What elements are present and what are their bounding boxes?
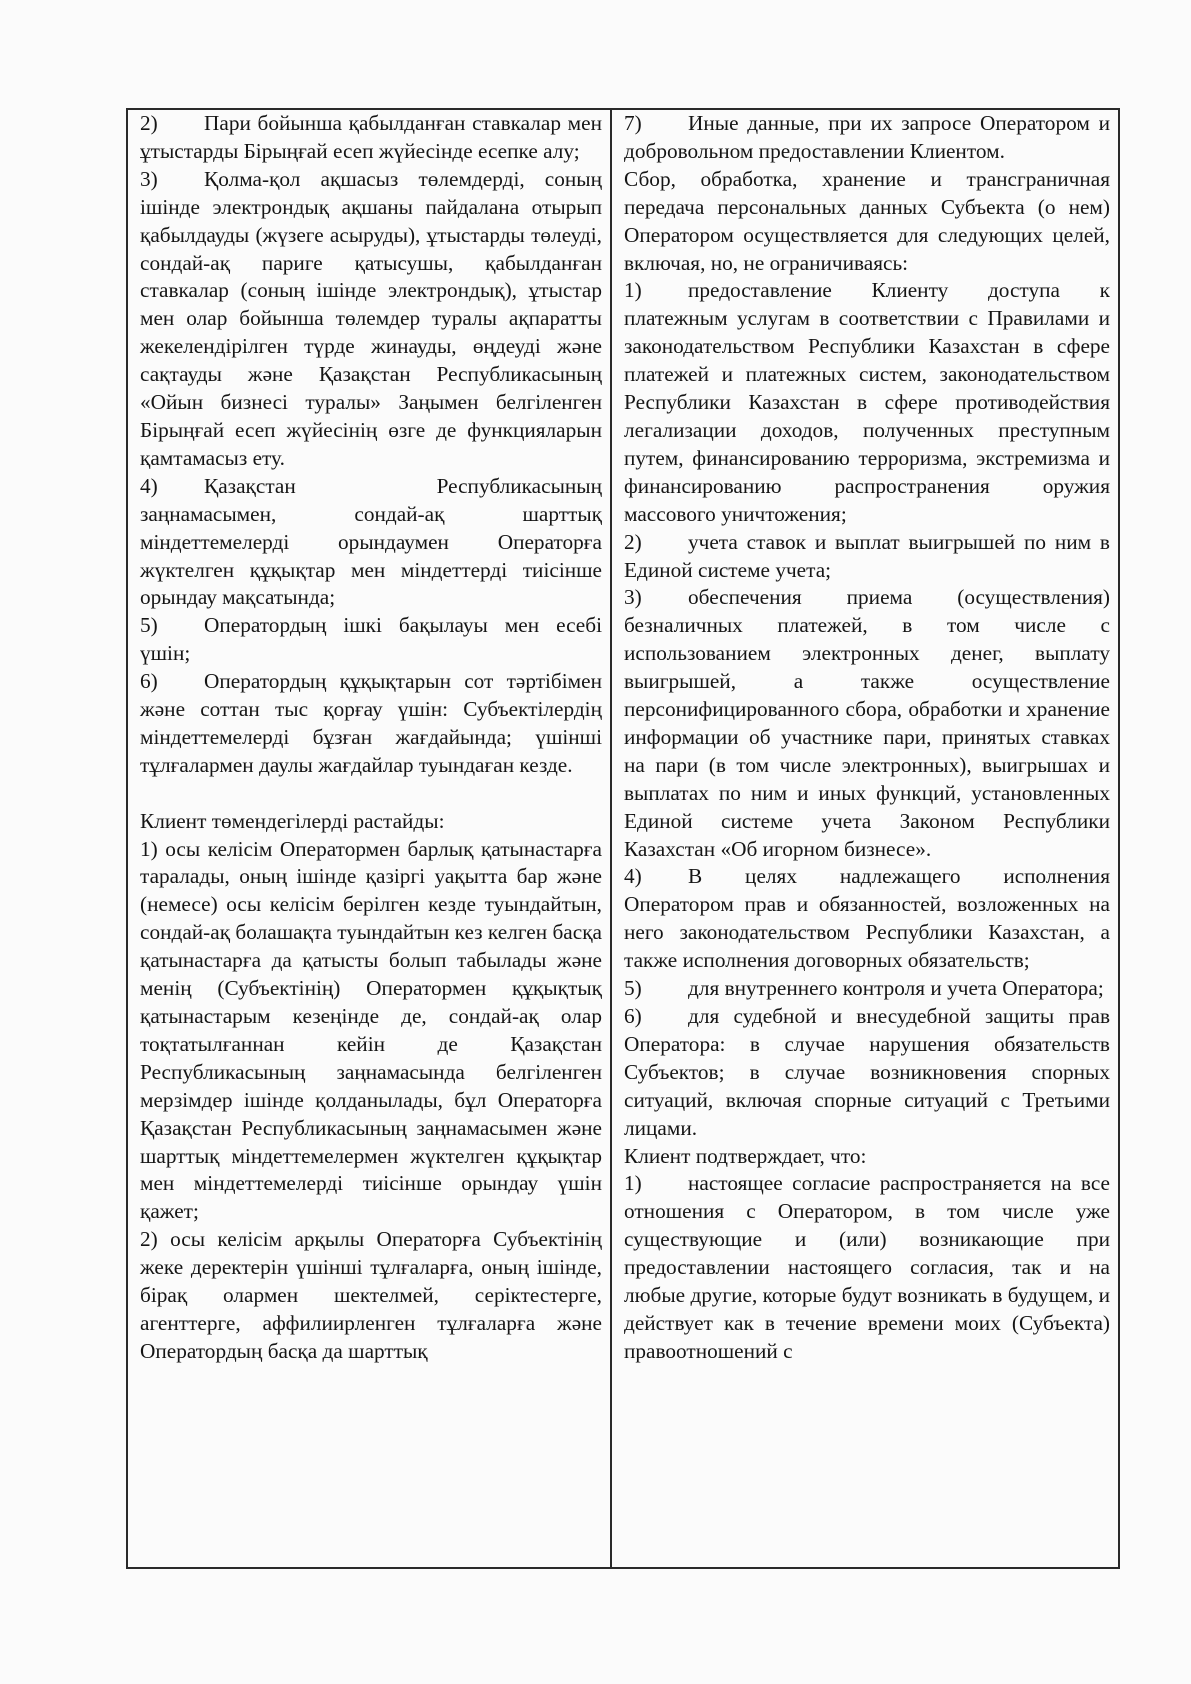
left-item-4 <box>140 473 602 613</box>
item-number: 4) <box>140 473 158 498</box>
two-column-table <box>126 108 1120 1569</box>
item-text: Қолма-қол ақшасыз төлемдерді, соның ішінде электрондық ақшаны пайдалана отырып қабылдауды (жүзеге асыруды), ұтыстарды төлеуді, сондай-ақ париге қатысушы, қабылданған ставкалар (соның ішінде электрондық), ұтыстар мен олар бойынша төлемдер туралы ақпаратты жекелендірілген түрде жинауды, өңдеуді және сақтауды және Қазақстан Республикасының «Ойын бизнесі туралы» Заңымен белгіленген Бірыңғай есеп жүйесінің өзге де функцияларын қамтамасыз ету. <box>140 166 602 470</box>
item-number: 1) <box>624 278 642 303</box>
item-number: 4) <box>624 864 642 889</box>
left-confirm-item-2: 2) осы келісім арқылы Операторға Субъектінің жеке деректерін үшінші тұлғаларға, оның ішінде, бірақ олармен шектелмей, серіктестерге, агенттерге, аффилиирленген тұлғаларға және Оператордың басқа да шарттық <box>140 1227 602 1363</box>
russian-column <box>612 110 1118 1567</box>
item-text: учета ставок и выплат выигрышей по ним в Единой системе учета; <box>624 529 1110 582</box>
right-item-2 <box>624 529 1110 585</box>
item-number: 2) <box>624 529 642 554</box>
item-text: настоящее согласие распространяется на все отношения с Оператором, в том числе уже существующие и (или) возникающие при предоставлении настоящего согласия, так и на любые другие, которые будут возникать в будущем, и действует как в течение времени моих (Субъекта) правоотношений с <box>624 1171 1110 1363</box>
right-item-6 <box>624 1003 1110 1143</box>
item-number: 1) <box>624 1171 642 1196</box>
right-item-3 <box>624 584 1110 863</box>
purposes-intro: Сбор, обработка, хранение и трансграничная передача персональных данных Субъекта (о нем) Оператором осуществляется для следующих целей, включая, но, не ограничиваясь: <box>624 166 1110 275</box>
item-text: предоставление Клиенту доступа к платежным услугам в соответствии с Правилами и законодательством Республики Казахстан в сфере платежей и платежных систем, законодательством Республики Казахстан в сфере противодействия легализации доходов, полученных преступным путем, финансированию терроризма, экстремизма и финансированию распространения оружия массового уничтожения; <box>624 278 1110 526</box>
item-text: Оператордың ішкі бақылауы мен есебі үшін; <box>140 613 602 666</box>
right-item-5 <box>624 975 1110 1003</box>
item-number: 5) <box>624 976 642 1001</box>
item-text: В целях надлежащего исполнения Оператором прав и обязанностей, возложенных на него законодательством Республики Казахстан, а также исполнения договорных обязательств; <box>624 864 1110 973</box>
item-number: 6) <box>140 669 158 694</box>
item-text: Оператордың құқықтарын сот тәртібімен және соттан тыс қорғау үшін: Субъектілердің міндеттемелерді бұзған жағдайында; үшінші тұлғалармен даулы жағдайлар туындаған кезде. <box>140 669 602 777</box>
client-confirms-heading: Клиент подтверждает, что: <box>624 1143 867 1168</box>
right-confirm-item-1 <box>624 1170 1110 1365</box>
left-item-2 <box>140 110 602 166</box>
item-number: 6) <box>624 1004 642 1028</box>
item-number: 7) <box>624 111 642 135</box>
item-text: Қазақстан Республикасының заңнамасымен, сондай-ақ шарттық міндеттемелерді орындаумен Операторға жүктелген құқықтар мен міндеттерді тиісінше орындау мақсатында; <box>140 473 602 610</box>
item-number: 5) <box>140 613 158 638</box>
left-item-5 <box>140 612 602 668</box>
left-item-6 <box>140 668 602 780</box>
item-text: для внутреннего контроля и учета Оператора; <box>688 976 1104 1001</box>
right-item-7 <box>624 110 1110 166</box>
client-confirms-heading: Клиент төмендегілерді растайды: <box>140 808 445 833</box>
item-number: 2) <box>140 111 158 135</box>
left-item-3 <box>140 166 602 473</box>
kazakh-column <box>128 110 612 1567</box>
item-text: обеспечения приема (осуществления) безналичных платежей, в том числе с использованием электронных денег, выплату выигрышей, а также осуществление персонифицированного сбора, обработки и хранение информации об участнике пари, принятых ставках на пари (в том числе электронных), выигрышах и выплатах по ним и иных функций, установленных Единой системе учета Законом Республики Казахстан «Об игорном бизнесе». <box>624 585 1110 861</box>
left-confirm-item-1: 1) осы келісім Оператормен барлық қатынастарға таралады, оның ішінде қазіргі уақытта бар және (немесе) осы келісім берілген кезде туындайтын, сондай-ақ болашақта туындайтын кез келген басқа қатынастарға да қатысты болып табылады және менің (Субъектінің) Оператормен құқықтық қатынастарым кезеңінде де, сондай-ақ олар тоқтатылғаннан кейін де Қазақстан Республикасының заңнамасында белгіленген мерзімдер ішінде қолданылады, бұл Операторға Қазақстан Республикасының заңнамасымен және шарттық міндеттемелермен жүктелген құқықтар мен міндеттемелерді тиісінше орындау үшін қажет; <box>140 836 602 1224</box>
right-item-1 <box>624 277 1110 528</box>
item-text: для судебной и внесудебной защиты прав Оператора: в случае нарушения обязательств Субъектов; в случае возникновения спорных ситуаций, включая спорные ситуаций с Третьими лицами. <box>624 1004 1110 1140</box>
item-text: Пари бойынша қабылданған ставкалар мен ұтыстарды Бірыңғай есеп жүйесінде есепке алу; <box>140 111 602 163</box>
blank-line <box>140 780 602 808</box>
item-text: Иные данные, при их запросе Оператором и добровольном предоставлении Клиентом. <box>624 111 1110 163</box>
item-number: 3) <box>140 166 158 191</box>
right-item-4 <box>624 863 1110 975</box>
item-number: 3) <box>624 585 642 610</box>
